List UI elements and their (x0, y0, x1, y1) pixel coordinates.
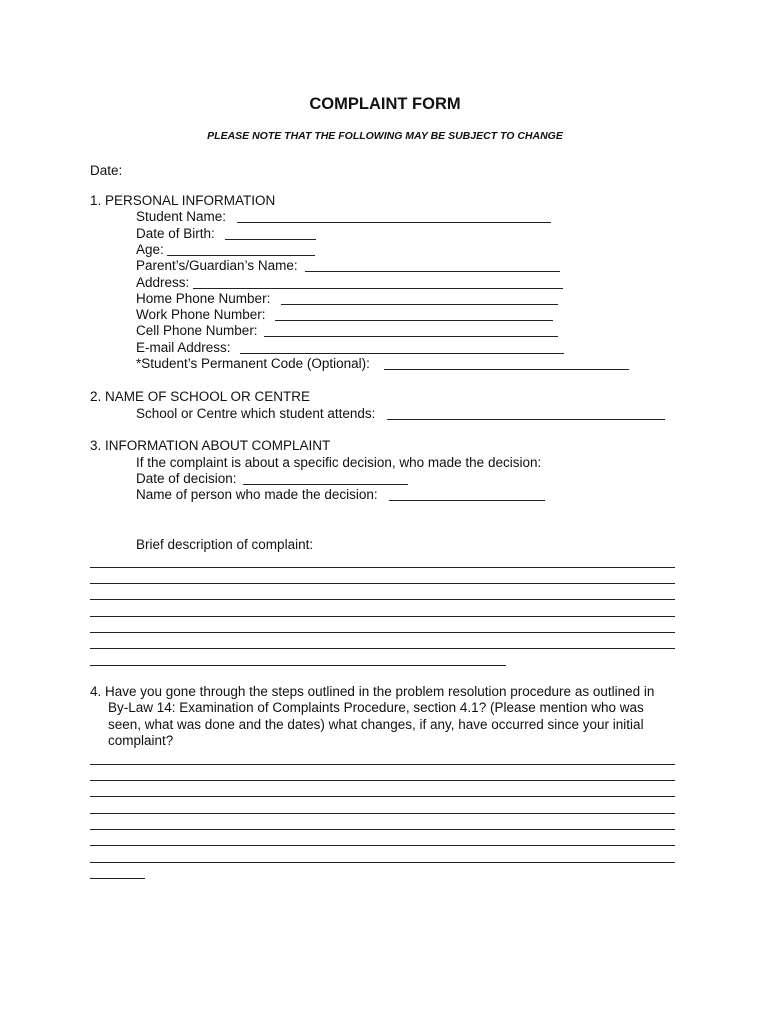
section-1-heading: 1. PERSONAL INFORMATION (90, 193, 276, 208)
date-of-decision-label: Date of decision: (136, 471, 237, 486)
guardian-name-label: Parent’s/Guardian’s Name: (136, 258, 298, 273)
description-line[interactable] (90, 665, 506, 666)
form-title: COMPLAINT FORM (309, 95, 461, 113)
school-line[interactable] (387, 419, 665, 420)
section-4-question-line-1: 4. Have you gone through the steps outlined in the problem resolution procedure as outlined in (90, 684, 655, 699)
brief-description-label: Brief description of complaint: (136, 537, 314, 552)
home-phone-line[interactable] (281, 304, 558, 305)
age-line[interactable] (167, 255, 315, 256)
date-of-birth-line[interactable] (225, 239, 316, 240)
section-3-heading: 3. INFORMATION ABOUT COMPLAINT (90, 438, 331, 453)
email-line[interactable] (240, 353, 564, 354)
address-label: Address: (136, 275, 190, 290)
answer-line[interactable] (90, 829, 675, 830)
cell-phone-line[interactable] (264, 336, 558, 337)
answer-line[interactable] (90, 878, 145, 879)
answer-line[interactable] (90, 862, 675, 863)
decision-maker-line[interactable] (389, 500, 545, 501)
work-phone-line[interactable] (275, 320, 553, 321)
email-label: E-mail Address: (136, 340, 231, 355)
address-line[interactable] (193, 288, 563, 289)
answer-line[interactable] (90, 796, 675, 797)
description-line[interactable] (90, 632, 675, 633)
decision-intro: If the complaint is about a specific decision, who made the decision: (136, 455, 542, 470)
student-name-label: Student Name: (136, 209, 227, 224)
section-4-question-line-4: complaint? (108, 733, 174, 748)
description-line[interactable] (90, 648, 675, 649)
description-line[interactable] (90, 567, 675, 568)
work-phone-label: Work Phone Number: (136, 307, 266, 322)
section-4-question-line-2: By-Law 14: Examination of Complaints Procedure, section 4.1? (Please mention who was (108, 700, 644, 715)
student-name-line[interactable] (237, 222, 551, 223)
permanent-code-label: *Student’s Permanent Code (Optional): (136, 356, 370, 371)
school-label: School or Centre which student attends: (136, 406, 376, 421)
section-2-heading: 2. NAME OF SCHOOL OR CENTRE (90, 389, 311, 404)
description-line[interactable] (90, 616, 675, 617)
guardian-name-line[interactable] (305, 271, 560, 272)
age-label: Age: (136, 242, 164, 257)
date-of-birth-label: Date of Birth: (136, 226, 215, 241)
answer-line[interactable] (90, 780, 675, 781)
date-of-decision-line[interactable] (243, 484, 408, 485)
subject-to-change-note: PLEASE NOTE THAT THE FOLLOWING MAY BE SUBJECT TO CHANGE (207, 130, 563, 142)
description-line[interactable] (90, 599, 675, 600)
cell-phone-label: Cell Phone Number: (136, 323, 258, 338)
home-phone-label: Home Phone Number: (136, 291, 271, 306)
answer-line[interactable] (90, 813, 675, 814)
answer-line[interactable] (90, 764, 675, 765)
section-4-question-line-3: seen, what was done and the dates) what changes, if any, have occurred since your initial (108, 717, 644, 732)
description-line[interactable] (90, 583, 675, 584)
permanent-code-line[interactable] (384, 369, 629, 370)
decision-maker-label: Name of person who made the decision: (136, 487, 378, 502)
answer-line[interactable] (90, 845, 675, 846)
date-label: Date: (90, 163, 123, 178)
